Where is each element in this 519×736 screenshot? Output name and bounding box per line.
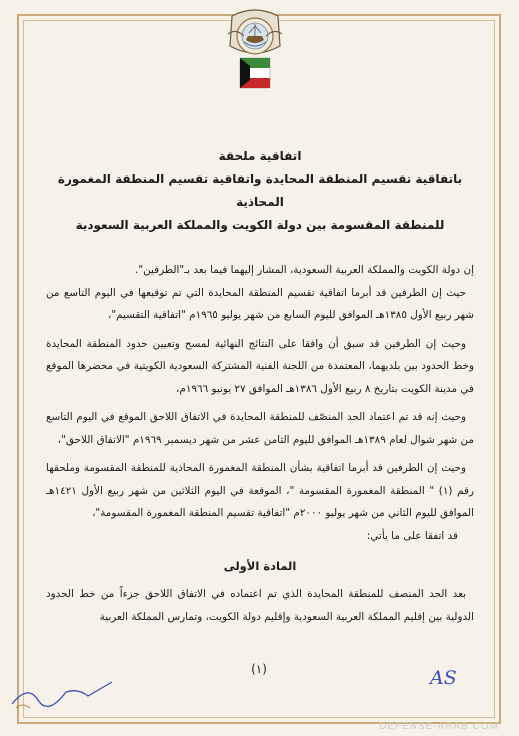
agreement-subtitle-1: باتفاقية تقسيم المنطقة المحايدة واتفاقية تقسيم المنطقة المغمورة المحاذية [57,172,463,209]
state-emblem-icon [222,6,288,94]
agreement-clause: قد اتفقا على ما يأتي: [366,529,458,542]
recital-paragraph-3: وحيث إنه قد تم اعتماد الحد المنصّف للمنطقة المحايدة في الاتفاق اللاحق الموقع في اليوم التاسع من شهر شوال لعام ١٣٨٩هـ الموافق لليوم الثامن عشر من شهر ديسمبر ١٩٦٩م "الاتفاق اللاحق"، [46,411,474,446]
recital-paragraph-4: وحيث إن الطرفين قد أبرما اتفاقية بشأن المنطقة المغمورة المحاذية للمنطقة المقسومة وملحقها رقم (١) " المنطقة المغمورة المقسومة "، الموقعة في اليوم الثلاثين من شهر ربيع الأول ١٤٢١هـ الموافق لليوم الثاني من شهر يوليو ٢٠٠٠م "اتفاقية تقسيم المنطقة المغمورة المقسومة"، [46,462,474,519]
watermark: DEFENSE-ARAB.COM [379,721,499,732]
agreement-title: اتفاقية ملحقة [218,149,302,163]
recital-paragraph-2: وحيث إن الطرفين قد سبق أن وافقا على النتائج النهائية لمسح وتعيين حدود المنطقة المحايدة وخط الحدود بين بلديهما، المعتمدة من اللجنة الفنية المشتركة السعودية الكويتية في محضرها الموقع في مدينة الكويت بتاريخ ٨ ربيع الأول ١٣٨٦هـ الموافق ٢٧ يونيو ١٩٦٦م، [46,337,474,395]
article-paragraph: بعد الحد المنصف للمنطقة المحايدة الذي تم اعتماده في الاتفاق اللاحق جزءاً من خط الحدود الدولية بين إقليم المملكة العربية السعودية وإقليم دولة الكويت، وتمارس المملكة العربية [46,588,474,623]
recital-paragraph-1: حيث إن الطرفين قد أبرما اتفاقية تقسيم المنطقة المحايدة التي تم توقيعها في اليوم التاسع من شهر ربيع الأول ١٣٨٥هـ الموافق لليوم السابع من شهر يوليو ١٩٦٥م "اتفاقية التقسيم"، [46,286,474,321]
page-number: (١) [251,662,267,676]
article-heading: المادة الأولى [223,559,297,573]
signature-scribble-icon [8,674,118,714]
preamble-paragraph: إن دولة الكويت والمملكة العربية السعودية، المشار إليهما فيما بعد بـ"الطرفين". [135,264,474,276]
agreement-subtitle-2: للمنطقة المقسومة بين دولة الكويت والمملكة العربية السعودية [75,218,445,232]
initials-mark: AS [430,667,457,689]
document-body [46,145,474,628]
